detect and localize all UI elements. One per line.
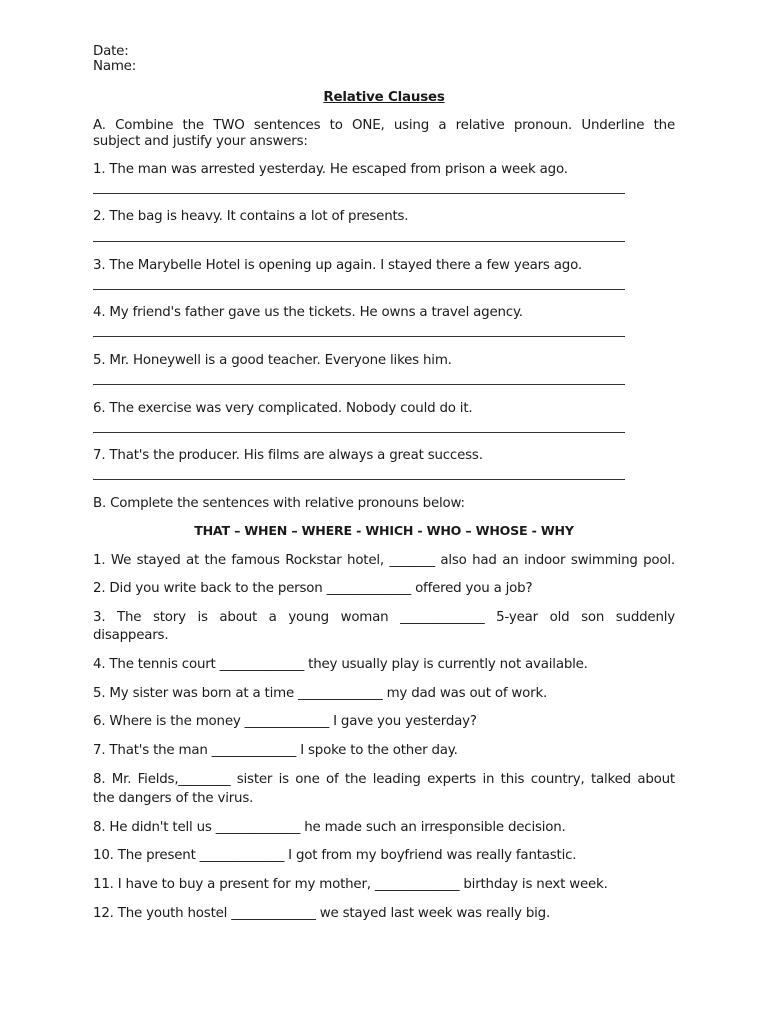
section-b-sentence-3-line1: 3. The story is about a young woman _____________ 5-year old son suddenly (93, 610, 675, 625)
section-a-item-4: 4. My friend's father gave us the tickets. He owns a travel agency. (93, 305, 523, 320)
section-a-item-6: 6. The exercise was very complicated. Nobody could do it. (93, 401, 473, 416)
section-b-sentence-12: 12. The youth hostel _____________ we stayed last week was really big. (93, 906, 551, 921)
section-a-instructions-line1: A. Combine the TWO sentences to ONE, using a relative pronoun. Underline the (93, 118, 675, 133)
section-b-sentence-9: 8. He didn't tell us _____________ he made such an irresponsible decision. (93, 820, 566, 835)
section-a-item-2: 2. The bag is heavy. It contains a lot of presents. (93, 209, 409, 224)
answer-line-4[interactable] (93, 336, 625, 337)
section-b-sentence-6: 6. Where is the money _____________ I gave you yesterday? (93, 714, 477, 729)
name-label: Name: (93, 59, 137, 74)
section-b-sentence-10: 10. The present _____________ I got from my boyfriend was really fantastic. (93, 848, 577, 863)
section-b-sentence-7: 7. That's the man _____________ I spoke to the other day. (93, 743, 458, 758)
answer-line-5[interactable] (93, 384, 625, 385)
answer-line-7[interactable] (93, 479, 625, 480)
answer-line-2[interactable] (93, 241, 625, 242)
section-b-sentence-8-line2: the dangers of the virus. (93, 791, 254, 806)
section-b-sentence-4: 4. The tennis court _____________ they usually play is currently not available. (93, 657, 588, 672)
section-b-sentence-1: 1. We stayed at the famous Rockstar hotel, _______ also had an indoor swimming pool. (93, 553, 675, 568)
section-b-sentence-11: 11. I have to buy a present for my mother, _____________ birthday is next week. (93, 877, 608, 892)
section-a-item-5: 5. Mr. Honeywell is a good teacher. Everyone likes him. (93, 353, 452, 368)
worksheet-title: Relative Clauses (323, 90, 445, 105)
section-a-item-7: 7. That's the producer. His films are always a great success. (93, 448, 483, 463)
section-a-item-1: 1. The man was arrested yesterday. He escaped from prison a week ago. (93, 162, 568, 177)
answer-line-6[interactable] (93, 432, 625, 433)
section-a-item-3: 3. The Marybelle Hotel is opening up again. I stayed there a few years ago. (93, 258, 582, 273)
section-b-sentence-8-line1: 8. Mr. Fields,________ sister is one of the leading experts in this country, talked about (93, 772, 675, 787)
date-label: Date: (93, 44, 129, 59)
section-b-sentence-2: 2. Did you write back to the person _____________ offered you a job? (93, 581, 533, 596)
word-bank: THAT – WHEN – WHERE - WHICH - WHO – WHOSE - WHY (194, 523, 574, 538)
answer-line-3[interactable] (93, 289, 625, 290)
section-b-sentence-3-line2: disappears. (93, 628, 169, 643)
section-b-instructions: B. Complete the sentences with relative pronouns below: (93, 496, 465, 511)
answer-line-1[interactable] (93, 193, 625, 194)
section-b-sentence-5: 5. My sister was born at a time _____________ my dad was out of work. (93, 686, 548, 701)
section-a-instructions-line2: subject and justify your answers: (93, 134, 308, 149)
